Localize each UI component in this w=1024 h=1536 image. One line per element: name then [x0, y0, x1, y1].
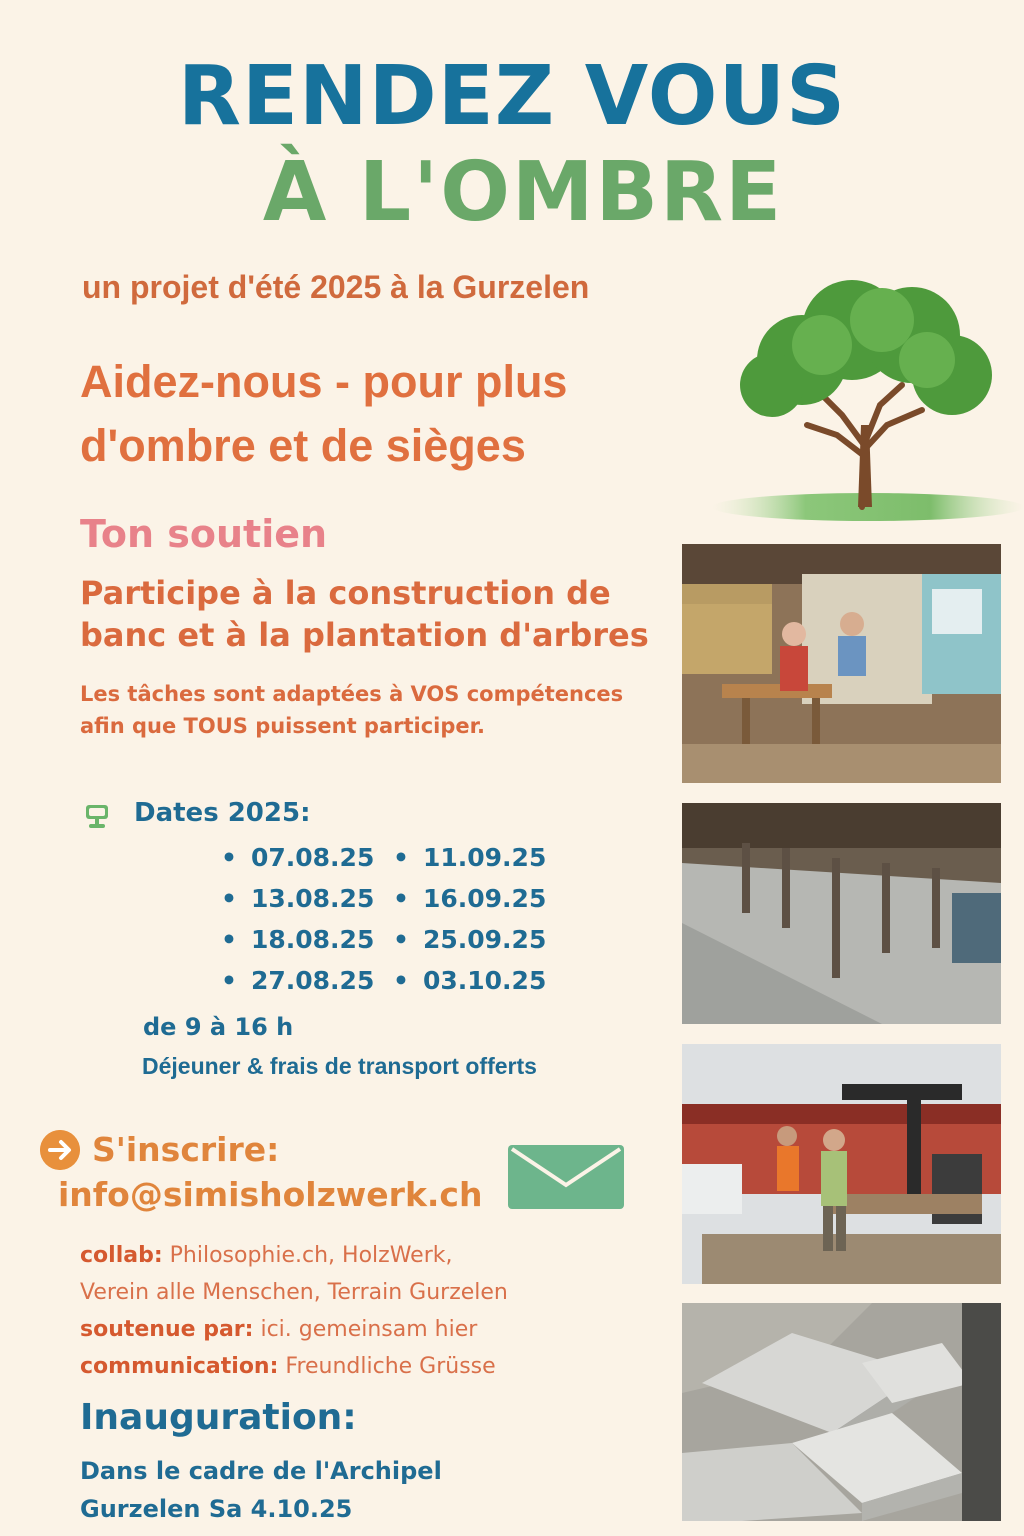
headline: Aidez-nous - pour plus d'ombre et de sièges — [80, 356, 568, 471]
signup-label: S'inscrire: — [92, 1130, 280, 1169]
dates-label: Dates 2025: — [134, 798, 311, 828]
participate-text: Participe à la construction de banc et à la plantation d'arbres — [80, 574, 649, 654]
computer-icon — [84, 802, 110, 832]
inauguration-text — [80, 1452, 442, 1528]
date-item: • 16.09.25 — [393, 878, 546, 919]
inauguration-line1: Dans le cadre de l'Archipel — [80, 1457, 442, 1485]
arrow-right-icon — [40, 1130, 80, 1170]
subtitle: un projet d'été 2025 à la Gurzelen — [82, 269, 590, 305]
communication-text: Freundliche Grüsse — [285, 1354, 496, 1379]
dates-right-column — [393, 837, 546, 1001]
hours: de 9 à 16 h — [143, 1013, 294, 1041]
tasks-text — [80, 678, 700, 742]
collab-text-2: Verein alle Menschen, Terrain Gurzelen — [80, 1280, 508, 1305]
inauguration-title: Inauguration: — [80, 1397, 357, 1438]
collab-text: Philosophie.ch, HolzWerk, — [169, 1243, 453, 1268]
tasks-line1: Les tâches sont adaptées à VOS compétences — [80, 682, 624, 706]
stands-photo — [682, 803, 1001, 1024]
envelope-icon[interactable] — [506, 1143, 626, 1211]
concrete-blocks-photo — [682, 1303, 1001, 1521]
signup-email[interactable]: info@simisholzwerk.ch — [58, 1175, 483, 1214]
tasks-line2: afin que TOUS puissent participer. — [80, 714, 485, 738]
date-item: • 27.08.25 — [221, 960, 374, 1001]
dates-left-column — [221, 837, 374, 1001]
communication-label: communication: — [80, 1354, 279, 1379]
support-label: soutenue par: — [80, 1317, 254, 1342]
support-title: Ton soutien — [80, 512, 328, 556]
date-item: • 11.09.25 — [393, 837, 546, 878]
date-item: • 03.10.25 — [393, 960, 546, 1001]
collab-label: collab: — [80, 1243, 163, 1268]
title-line2: À L'OMBRE — [262, 145, 784, 240]
tree-illustration — [712, 275, 1024, 523]
date-item: • 13.08.25 — [221, 878, 374, 919]
offer-text: Déjeuner & frais de transport offerts — [142, 1053, 537, 1079]
date-item: • 25.09.25 — [393, 919, 546, 960]
support-text: ici. gemeinsam hier — [260, 1317, 478, 1342]
inauguration-line2: Gurzelen Sa 4.10.25 — [80, 1495, 353, 1523]
credits — [80, 1237, 680, 1385]
workshop-photo — [682, 544, 1001, 783]
sawmill-photo — [682, 1044, 1001, 1284]
date-item: • 07.08.25 — [221, 837, 374, 878]
date-item: • 18.08.25 — [221, 919, 374, 960]
title-line1: RENDEZ VOUS — [177, 49, 847, 144]
